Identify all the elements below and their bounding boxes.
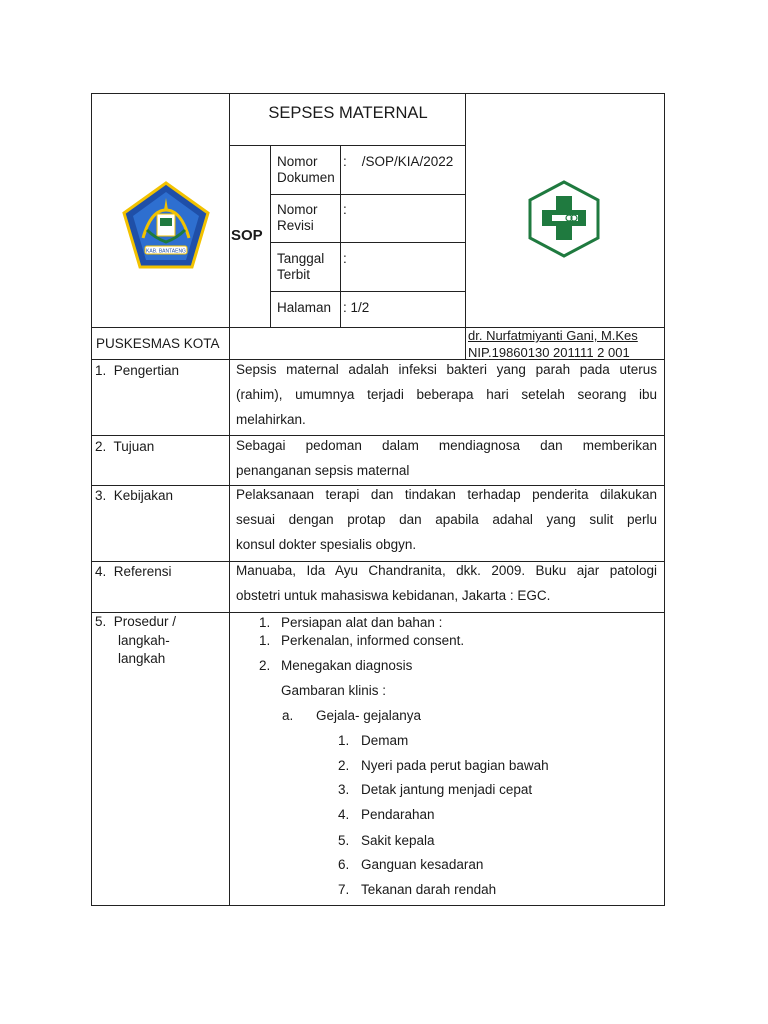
list-item: Ganguan kesadaran: [361, 857, 484, 872]
list-number: 1.: [259, 633, 271, 648]
signatory-nip: NIP.19860130 201111 2 001: [468, 345, 630, 360]
section-label-pengertian: 1. Pengertian: [95, 363, 180, 378]
list-item: Demam: [361, 733, 409, 748]
table-border-top: [91, 93, 665, 94]
field-label: Nomor: [277, 154, 318, 169]
clinical-heading: Gambaran klinis :: [281, 683, 387, 698]
field-line-2: [270, 242, 466, 243]
text-line: obstetri untuk mahasiswa kebidanan, Jakarta : EGC.: [236, 588, 551, 603]
column-divider: [229, 93, 230, 906]
field-value: :: [343, 251, 347, 266]
text-line: sesuai dengan protap dan apabila adahal yang sulit perlu: [236, 512, 657, 527]
header-divider-sop: [270, 145, 271, 327]
text-line: konsul dokter spesialis obgyn.: [236, 537, 417, 552]
list-number: 1.: [338, 733, 350, 748]
field-value: : /SOP/KIA/2022: [343, 154, 454, 169]
text-line: Manuaba, Ida Ayu Chandranita, dkk. 2009. Buku ajar patologi: [236, 563, 657, 578]
field-value: :: [343, 202, 347, 217]
field-label-cont: Revisi: [277, 218, 314, 233]
table-border-left: [91, 93, 92, 906]
header-divider-right: [465, 93, 466, 360]
section-label-prosedur: 5. Prosedur /: [95, 614, 177, 629]
symptoms-heading: Gejala- gejalanya: [316, 708, 422, 723]
list-item: Sakit kepala: [361, 833, 435, 848]
text-line: penanganan sepsis maternal: [236, 463, 410, 478]
section-text-tujuan: [236, 433, 657, 483]
list-item: Detak jantung menjadi cepat: [361, 782, 533, 797]
section-label-kebijakan: 3. Kebijakan: [95, 488, 174, 503]
field-label: Halaman: [277, 300, 332, 315]
list-number: 2.: [259, 658, 271, 673]
list-number: a.: [282, 708, 294, 723]
puskesmas-logo-band: [552, 215, 578, 221]
field-line-1: [270, 194, 466, 195]
list-item: Perkenalan, informed consent.: [281, 633, 465, 648]
list-number: 2.: [338, 758, 350, 773]
list-item: Pendarahan: [361, 807, 435, 822]
section-label-prosedur-cont: langkah: [118, 651, 166, 666]
list-number: 1.: [259, 615, 271, 630]
text-line: (rahim), umumnya terjadi beberapa hari setelah seorang ibu: [236, 387, 657, 402]
document-title: SEPSES MATERNAL: [268, 104, 428, 122]
list-number: 5.: [338, 833, 350, 848]
list-item: Persiapan alat dan bahan :: [281, 615, 443, 630]
regency-logo-field: [160, 218, 172, 226]
list-number: 6.: [338, 857, 350, 872]
list-number: 7.: [338, 882, 350, 897]
signatory-name: dr. Nurfatmiyanti Gani, M.Kes: [468, 328, 638, 343]
text-line: Pelaksanaan terapi dan tindakan terhadap penderita dilakukan: [236, 487, 657, 502]
field-label-cont: Terbit: [277, 267, 311, 282]
list-item: Nyeri pada perut bagian bawah: [361, 758, 549, 773]
list-number: 3.: [338, 782, 350, 797]
list-number: 4.: [338, 807, 350, 822]
section-text-kebijakan: [236, 482, 657, 557]
field-value: : 1/2: [343, 300, 370, 315]
section-label-prosedur-cont: langkah-: [118, 633, 170, 648]
table-border-right: [664, 93, 665, 906]
field-label: Nomor: [277, 202, 318, 217]
section-text-pengertian: [236, 357, 657, 432]
section-label-referensi: 4. Referensi: [95, 564, 172, 579]
title-bottom-line: [229, 145, 466, 146]
institution-name: PUSKESMAS KOTA: [96, 336, 220, 351]
puskesmas-logo: [526, 180, 602, 258]
field-label-cont: Dokumen: [277, 170, 335, 185]
text-line: Sepsis maternal adalah infeksi bakteri yang parah pada uterus: [236, 362, 657, 377]
regency-logo-ribbon-text: KAB. BANTAENG: [146, 248, 186, 255]
regency-logo: [121, 180, 211, 272]
table-border-bottom: [91, 905, 665, 906]
section-text-referensi: [236, 558, 657, 608]
text-line: Sebagai pedoman dalam mendiagnosa dan memberikan: [236, 438, 657, 453]
field-label: Tanggal: [277, 251, 325, 266]
section-label-tujuan: 2. Tujuan: [95, 439, 155, 454]
text-line: melahirkan.: [236, 412, 306, 427]
list-item: Menegakan diagnosis: [281, 658, 413, 673]
field-line-3: [270, 291, 466, 292]
row-line-4: [91, 612, 665, 613]
header-divider-fields: [340, 145, 341, 327]
sop-label: SOP: [231, 227, 263, 244]
list-item: Tekanan darah rendah: [361, 882, 497, 897]
